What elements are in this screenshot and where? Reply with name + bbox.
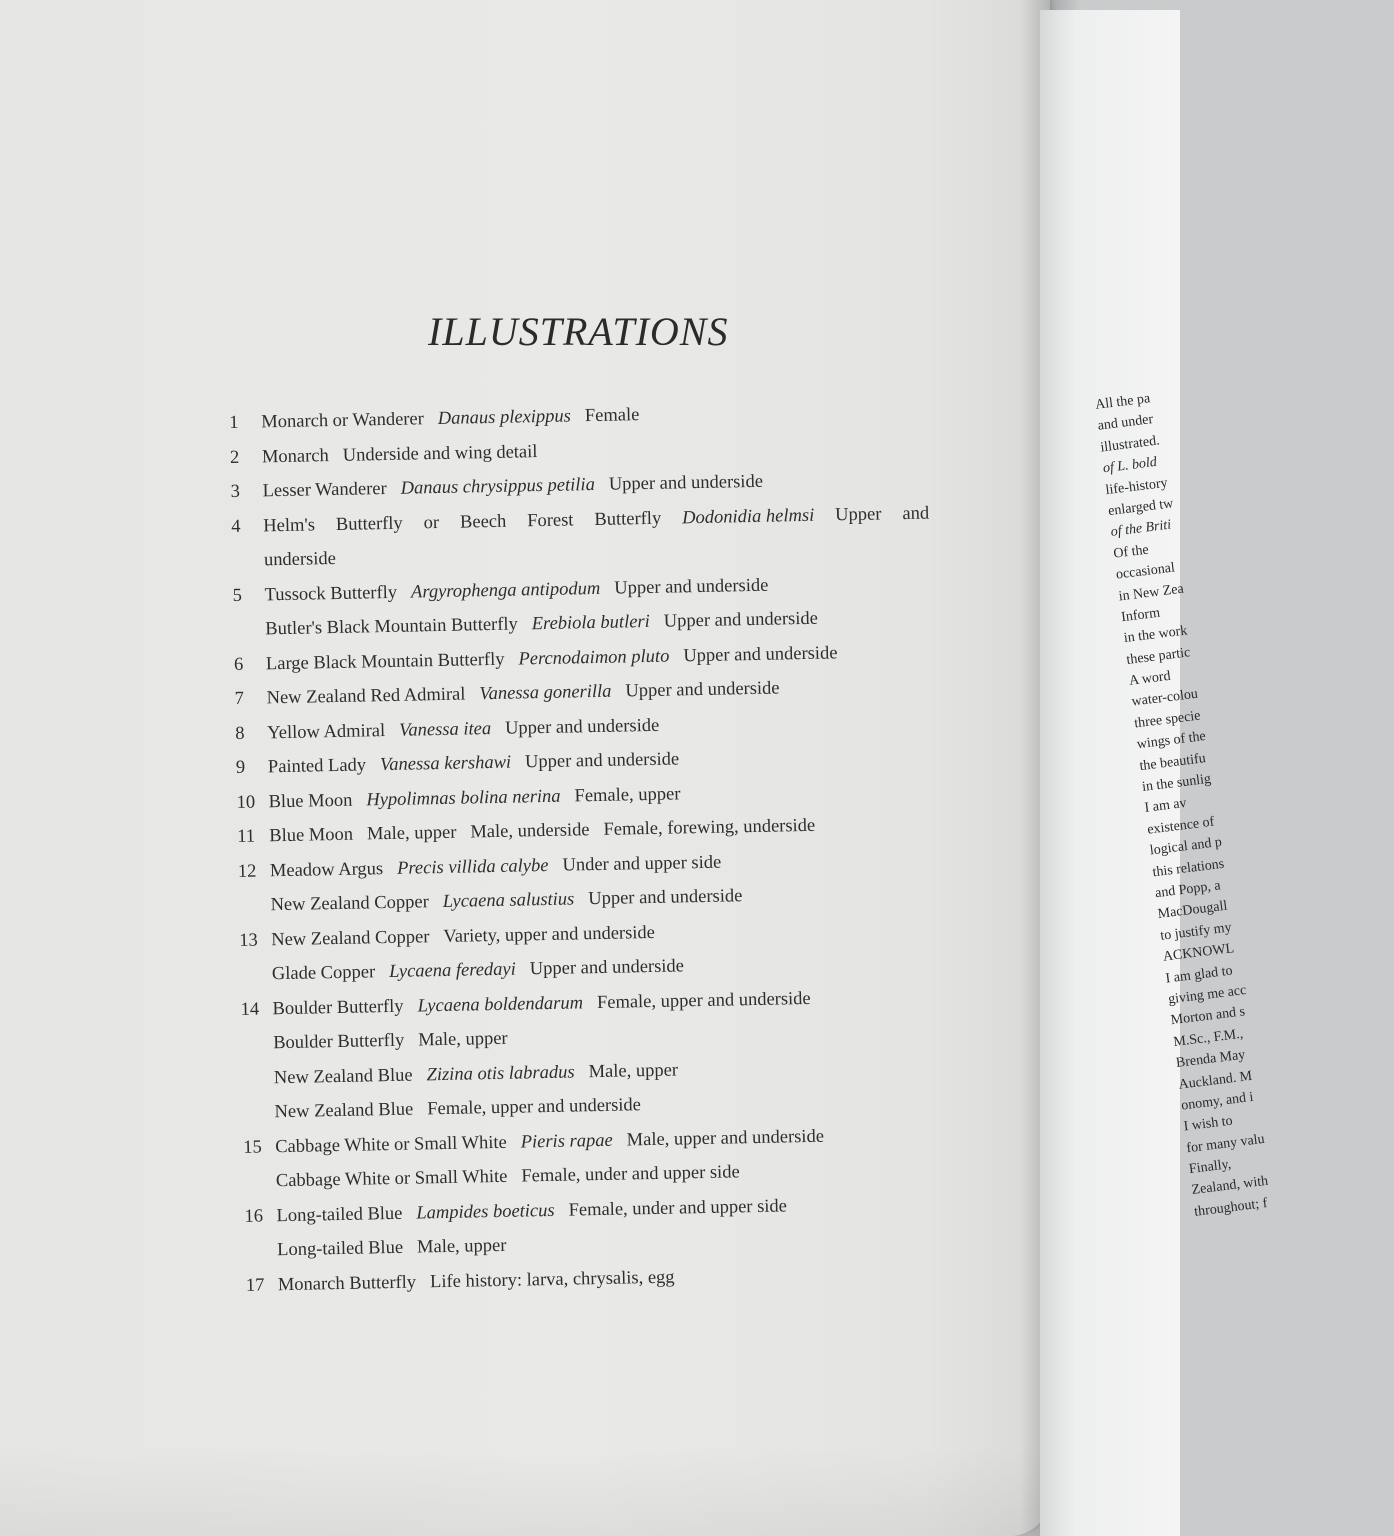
entry-number: 1 (229, 412, 239, 433)
facing-page-line: Zealand, with (1190, 1174, 1270, 1199)
entry-text: or (423, 512, 440, 533)
entry-number: 5 (232, 585, 243, 606)
facing-page-line: giving me acc (1167, 982, 1248, 1008)
species-name: Lampides boeticus (416, 1200, 555, 1224)
facing-page-line: Finally, (1188, 1157, 1232, 1178)
entry-text: underside (263, 548, 337, 571)
entry-number: 2 (229, 447, 240, 468)
species-name: Erebiola butleri (531, 611, 650, 635)
facing-page-line: of the Briti (1110, 517, 1173, 541)
entry-text: Cabbage White or Small White (275, 1166, 508, 1192)
entry-text: Female, forewing, underside (603, 815, 816, 840)
facing-page-line: three specie (1133, 708, 1202, 732)
facing-page-line: for many valu (1185, 1131, 1266, 1156)
entry-number: 7 (234, 688, 245, 709)
facing-page-text (1094, 371, 1394, 1223)
entry-text: Female, upper (574, 783, 681, 806)
entry-number: 4 (231, 516, 241, 537)
facing-page (1040, 10, 1270, 1536)
entry-text: Long-tailed Blue (277, 1237, 404, 1261)
entry-text: Yellow Admiral (267, 720, 386, 743)
facing-page-line: MacDougall (1156, 898, 1229, 923)
species-name: Danaus plexippus (437, 406, 572, 429)
entry-text: Upper and underside (529, 956, 685, 980)
entry-text: Upper and underside (504, 715, 660, 739)
entry-text: Female, upper and underside (427, 1095, 642, 1120)
entry-text: New Zealand Blue (273, 1065, 413, 1088)
facing-page-line: of L. bold (1102, 455, 1158, 477)
entry-text: Upper and underside (588, 886, 743, 910)
species-name: Danaus chrysippus petilia (400, 474, 596, 499)
facing-page-line: wings of the (1136, 729, 1207, 753)
entry-text: and (902, 503, 930, 524)
entry-text: New Zealand Copper (270, 892, 429, 916)
facing-page-line: enlarged tw (1107, 496, 1175, 520)
entry-text: Large Black Mountain Butterfly (265, 649, 505, 674)
entry-text: Male, upper (416, 1235, 507, 1258)
facing-page-line: I am av (1143, 796, 1188, 817)
entry-text: Female, upper and underside (596, 988, 811, 1013)
entry-text: Upper and underside (524, 749, 680, 773)
facing-page-line: to justify my (1159, 920, 1233, 944)
entry-text: Monarch Butterfly (277, 1272, 417, 1295)
entry-number: 16 (244, 1205, 264, 1227)
species-name: Zizina otis labradus (426, 1061, 575, 1085)
entry-text: Male, upper and underside (626, 1126, 825, 1150)
facing-page-line: in the sunlig (1141, 771, 1212, 796)
entry-text: Butterfly (594, 508, 662, 530)
entry-number: 6 (233, 654, 244, 675)
entry-number: 17 (245, 1274, 265, 1296)
facing-page-line: in the work (1123, 623, 1189, 647)
entry-text: Glade Copper (271, 962, 376, 985)
facing-page-line: Of the (1112, 542, 1150, 562)
entry-text: Underside and wing detail (342, 441, 538, 466)
entry-text: Monarch (261, 445, 329, 467)
entry-text: Female, under and upper side (568, 1195, 788, 1221)
facing-page-line: throughout; f (1193, 1195, 1269, 1220)
entry-text: Female, under and upper side (521, 1162, 740, 1187)
entry-text: Blue Moon (268, 790, 353, 812)
species-name: Vanessa gonerilla (479, 681, 612, 705)
entry-text: Long-tailed Blue (276, 1203, 403, 1226)
entry-text: Male, upper (366, 822, 457, 845)
entry-number: 3 (230, 481, 241, 502)
entry-text: Forest (527, 509, 574, 531)
species-name: Lycaena feredayi (388, 959, 517, 983)
species-name: Vanessa itea (398, 718, 492, 741)
page-title: ILLUSTRATIONS (428, 309, 729, 354)
entry-number: 13 (239, 930, 258, 951)
species-name: Hypolimnas bolina nerina (366, 786, 561, 810)
entry-text: Tussock Butterfly (264, 582, 398, 605)
entry-text: Cabbage White or Small White (275, 1132, 507, 1157)
entry-text: Upper and underside (663, 608, 819, 632)
entry-number: 9 (235, 757, 246, 778)
facing-page-line: Auckland. M (1177, 1068, 1253, 1093)
entry-text: Painted Lady (267, 755, 367, 778)
entry-text: Upper and underside (614, 575, 769, 599)
entry-text: Beech (459, 511, 507, 533)
species-name: Pieris rapae (520, 1130, 613, 1153)
facing-page-line: M.Sc., F.M., (1172, 1026, 1244, 1050)
entry-text: Upper and underside (683, 642, 838, 666)
facing-page-line: the beautifu (1138, 750, 1207, 774)
facing-page-line: these partic (1125, 644, 1192, 668)
facing-page-line: onomy, and i (1180, 1089, 1255, 1114)
facing-page-line: existence of (1146, 814, 1216, 838)
entry-text: Lesser Wanderer (262, 478, 387, 502)
entry-text: Male, underside (470, 820, 590, 843)
species-name: Precis villida calybe (396, 855, 549, 879)
entry-text: Under and upper side (562, 852, 722, 876)
entry-text: Boulder Butterfly (272, 996, 404, 1019)
facing-page-line: Brenda May (1175, 1047, 1247, 1072)
entry-number: 15 (243, 1137, 262, 1158)
entry-text: Monarch or Wanderer (261, 409, 425, 433)
illustrations-list (229, 392, 966, 1303)
entry-text: Life history: larva, chrysalis, egg (429, 1267, 675, 1292)
entry-text: Butler's Black Mountain Butterfly (265, 614, 518, 640)
facing-page-line: I wish to (1182, 1113, 1234, 1135)
entry-text: Helm's (263, 514, 316, 536)
facing-page-line: Morton and s (1169, 1004, 1246, 1029)
entry-text: Upper and underside (625, 678, 780, 702)
facing-page-line: All the pa (1094, 391, 1152, 413)
entry-number: 8 (235, 723, 245, 744)
facing-page-line: illustrated. (1099, 433, 1161, 456)
entry-text: New Zealand Red Admiral (266, 684, 466, 709)
entry-text: Blue Moon (269, 824, 354, 847)
facing-page-line: in New Zea (1117, 581, 1185, 604)
entry-number: 12 (237, 861, 257, 882)
facing-page-line: and under (1096, 412, 1154, 435)
facing-page-line: this relations (1151, 856, 1225, 880)
entry-text: Meadow Argus (269, 858, 384, 881)
facing-page-line: logical and p (1149, 835, 1223, 859)
facing-page-line: A word (1128, 668, 1172, 689)
entry-text: Variety, upper and underside (443, 922, 656, 947)
facing-page-line: I am glad to (1164, 963, 1234, 987)
entry-text: New Zealand Blue (274, 1099, 414, 1123)
entry-number: 11 (237, 826, 256, 847)
species-name: Dodonidia helmsi (681, 505, 815, 528)
species-name: Vanessa kershawi (379, 752, 512, 776)
species-name: Lycaena salustius (442, 889, 575, 912)
entry-text: Male, upper (588, 1060, 679, 1082)
facing-page-line: Inform (1120, 605, 1161, 626)
facing-page-line: and Popp, a (1154, 878, 1222, 902)
entry-number: 10 (236, 792, 256, 813)
species-name: Argyrophenga antipodum (410, 578, 601, 603)
illustration-entry (240, 979, 963, 1131)
species-name: Lycaena boldendarum (417, 992, 584, 1016)
entry-text: Boulder Butterfly (273, 1030, 405, 1054)
entry-number: 14 (240, 999, 260, 1020)
facing-page-line: occasional (1115, 560, 1176, 583)
entry-text: Upper and underside (608, 471, 764, 495)
entry-text: Upper (835, 503, 882, 525)
entry-text: New Zealand Copper (271, 926, 430, 950)
facing-page-line: water-colou (1130, 687, 1199, 711)
species-name: Percnodaimon pluto (518, 646, 670, 669)
entry-text: Butterfly (335, 513, 403, 535)
entry-text: Female (584, 405, 640, 427)
facing-page-line: ACKNOWL (1162, 941, 1235, 965)
entry-text: Male, upper (418, 1028, 508, 1051)
facing-page-line: life-history (1104, 475, 1169, 498)
